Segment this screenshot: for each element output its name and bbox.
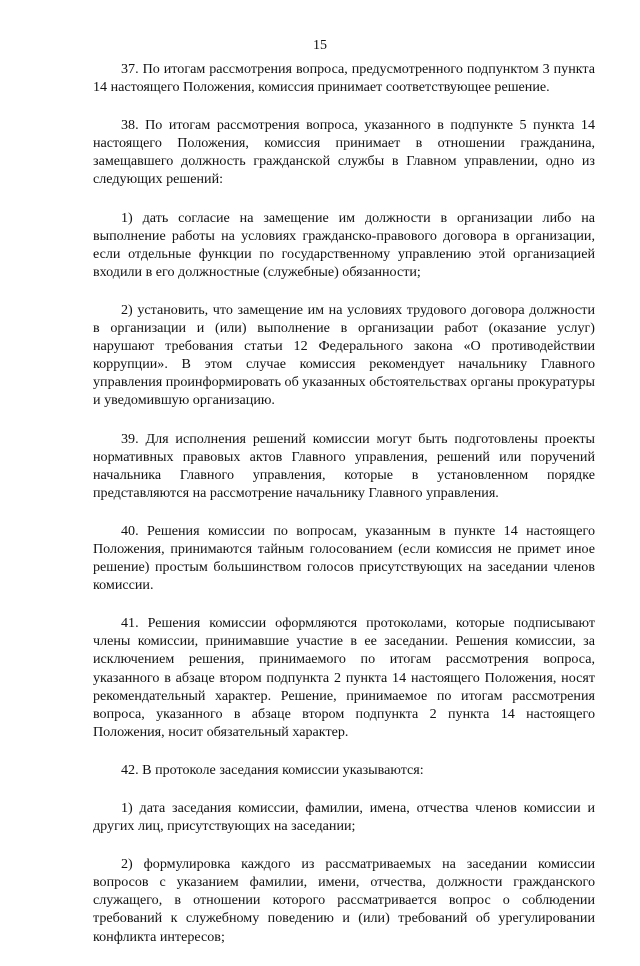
paragraph-38: 38. По итогам рассмотрения вопроса, указанного в подпункте 5 пункта 14 настоящего Положения, комиссия принимает в отношении гражданина, замещавшего должность гражданской службы в Главном управлении, одно из следующих решений: [93, 117, 595, 188]
page-number: 15 [313, 38, 327, 53]
paragraph-38-item-2: 2) установить, что замещение им на условиях трудового договора должности в организации и (или) выполнение в организации работ (оказание услуг) нарушают требования статьи 12 Федерального закона «О противодействии коррупции». В этом случае комиссия рекомендует начальнику Главного управления проинформировать об указанных обстоятельствах органы прокуратуры и уведомившую организацию. [93, 301, 595, 409]
page-body [93, 60, 595, 966]
paragraph-42: 42. В протоколе заседания комиссии указываются: [121, 761, 424, 778]
paragraph-38-item-1: 1) дать согласие на замещение им должности в организации либо на выполнение работы на условиях гражданско-правового договора в организации, если отдельные функции по государственному управлению этой организацией входили в его должностные (служебные) обязанности; [93, 209, 595, 280]
paragraph-42-item-2: 2) формулировка каждого из рассматриваемых на заседании комиссии вопросов с указанием фамилии, имени, отчества, должности гражданского служащего, в отношении которого рассматривается вопрос о соблюдении требований к служебному поведению и (или) требований об урегулировании конфликта интересов; [93, 856, 595, 945]
paragraph-40: 40. Решения комиссии по вопросам, указанным в пункте 14 настоящего Положения, принимаются тайным голосованием (если комиссия не примет иное решение) простым большинством голосов присутствующих на заседании членов комиссии. [93, 522, 595, 594]
paragraph-41: 41. Решения комиссии оформляются протоколами, которые подписывают члены комиссии, принимавшие участие в ее заседании. Решения комиссии, за исключением решения, принимаемого по итогам рассмотрения вопроса, указанного в абзаце втором подпункта 2 пункта 14 настоящего Положения, носят рекомендательный характер. Решение, принимаемое по итогам рассмотрения вопроса, указанного в абзаце втором подпункта 2 пункта 14 настоящего Положения, носит обязательный характер. [93, 615, 595, 740]
paragraph-39: 39. Для исполнения решений комиссии могут быть подготовлены проекты нормативных правовых актов Главного управления, решений или поручений начальника Главного управления, которые в установленном порядке представляются на рассмотрение начальнику Главного управления. [93, 430, 595, 501]
paragraph-42-item-1: 1) дата заседания комиссии, фамилии, имена, отчества членов комиссии и других лиц, присутствующих на заседании; [93, 800, 595, 835]
paragraph-37: 37. По итогам рассмотрения вопроса, предусмотренного подпунктом 3 пункта 14 настоящего Положения, комиссия принимает соответствующее решение. [93, 61, 595, 96]
